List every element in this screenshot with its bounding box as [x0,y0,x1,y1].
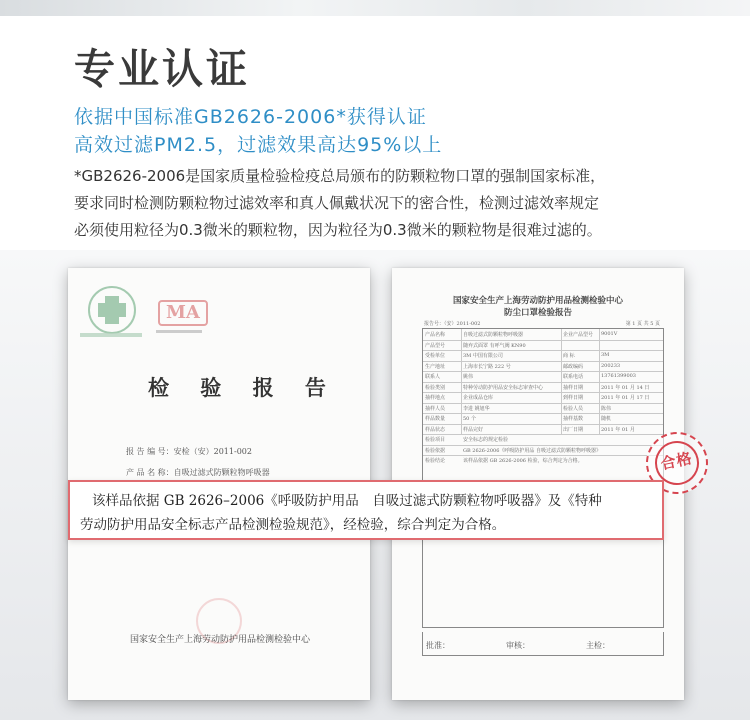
report-page-meta [424,320,660,327]
table-field-label: 抽样地点 [425,395,446,401]
table-field-value: 200233 [601,362,621,369]
table-row-divider [423,361,663,362]
page-title: 专业认证 [74,45,250,93]
table-field-value: 3M 中国有限公司 [463,353,503,359]
table-row-divider [423,455,663,456]
report-page-count: 第 1 页 共 5 页 [625,321,660,327]
table-field-label: 抽样基数 [563,416,584,422]
report-page-issuer: 国家安全生产上海劳动防护用品检测检验中心 [452,296,623,306]
table-field-label: 样品数量 [425,416,446,422]
signature-tester: 主检： [586,641,610,650]
table-field-label: 检验依据 [425,447,446,454]
table-column-divider [461,329,462,434]
table-row-divider [423,392,663,393]
report-page-number: 报告号：（安）2011-002 [424,321,481,327]
top-decoration-band [0,0,750,16]
table-field-value: 13761399003 [601,373,636,379]
report-cover-title: 检 验 报 告 [148,375,338,400]
table-field-value: 2011 年 01 月 [601,426,635,433]
table-field-value: 企业成品仓库 [463,395,494,401]
safety-emblem-icon [88,286,136,334]
report-page-header [400,295,676,319]
table-column-divider [561,329,562,434]
table-field-label: 受检单位 [425,353,446,359]
table-field-label: 联系人 [425,374,441,380]
table-field-value: 自吸过滤式防颗粒物呼吸器 [463,332,524,338]
description-line-1: *GB2626-2006是国家质量检验检疫总局颁布的防颗粒物口罩的强制国家标准， [74,167,606,185]
table-field-label: 产品型号 [425,342,446,349]
table-row-divider [423,382,663,383]
table-field-label: 生产地址 [425,363,446,370]
ma-certificate-number [156,330,202,333]
report-cover-product: 产 品 名 称：自吸过滤式防颗粒物呼吸器 [126,468,270,477]
table-field-label: 检验项目 [425,437,446,443]
report-cover-number: 报 告 编 号：安检（安）2011-002 [126,447,252,456]
table-field-value: GB 2626-2006《呼吸防护用品 自吸过滤式防颗粒物呼吸器》 [463,447,601,454]
table-field-value: 该样品依据 GB 2626-2006 检验，综合判定为合格。 [463,458,583,464]
table-field-value: 上海市长宁路 222 号 [463,363,511,370]
callout-line-1: 该样品依据 GB 2626–2006《呼吸防护用品 自吸过滤式防颗粒物呼吸器》及《特种 [92,493,602,509]
table-field-value: 随弃式面罩 有呼气阀 KN90 [463,342,526,349]
table-field-value: 特种劳动防护用品安全标志审查中心 [463,384,544,391]
table-field-label: 检验类别 [425,384,446,391]
table-field-value: 姚伟 [463,374,474,380]
table-row-divider [423,445,663,446]
table-row-divider [423,371,663,372]
table-field-value: 随机 [601,416,612,422]
description-line-3: 必须使用粒径为0.3微米的颗粒物，因为粒径为0.3微米的颗粒物是很难过滤的。 [74,221,602,239]
table-row-divider [423,340,663,341]
table-field-label: 样品状态 [425,426,446,433]
table-row-divider [423,350,663,351]
signature-auditor: 审核： [506,641,530,650]
table-field-label: 检验结论 [425,458,446,464]
table-field-label: 邮政编码 [563,363,584,370]
table-field-value: 李进 姚旭华 [463,405,490,412]
callout-line-2: 劳动防护用品安全标志产品检测检验规范》，经检验，综合判定为合格。 [80,517,506,533]
table-field-value: 2011 年 01 月 17 日 [601,395,650,401]
table-field-value: 50 个 [463,416,476,422]
report-signature-row [422,632,664,656]
table-row-divider [423,434,663,435]
table-field-value: 9001V [601,331,618,337]
table-field-value: 陈伟 [601,405,612,412]
table-field-value: 样品完好 [463,426,484,433]
table-field-label: 检验人员 [563,405,584,412]
table-field-value: 3M [601,352,610,358]
table-column-divider [599,329,600,434]
report-data-table [422,328,664,628]
table-row-divider [423,413,663,414]
table-field-label: 产品名称 [425,332,446,338]
table-field-value: 安全标志的规定检验 [463,437,509,443]
table-field-label: 商 标 [563,353,575,359]
report-page-title: 防尘口罩检验报告 [503,308,572,318]
emblem-caption [80,333,142,337]
report-cover-issuer: 国家安全生产上海劳动防护用品检测检验中心 [130,635,311,645]
table-field-label: 企业产品型号 [563,332,594,338]
signature-approver: 批准： [426,641,450,650]
description-line-2: 要求同时检测防颗粒物过滤效率和真人佩戴状况下的密合性，检测过滤效率规定 [74,194,600,212]
table-field-value: 2011 年 01 月 14 日 [601,384,650,391]
table-field-label: 联系电话 [563,374,584,380]
table-row-divider [423,424,663,425]
subtitle-filtration: 高效过滤PM2.5，过滤效果高达95%以上 [74,134,443,156]
qualified-seal-text: 合格 [659,448,695,474]
table-field-label: 出厂日期 [563,426,584,433]
conclusion-callout [68,480,664,540]
ma-certification-mark: MA [158,300,208,326]
subtitle-standard: 依据中国标准GB2626-2006*获得认证 [74,106,427,128]
table-field-label: 到样日期 [563,395,584,401]
table-row-divider [423,403,663,404]
table-field-label: 抽样人员 [425,405,446,412]
table-field-label: 抽样日期 [563,384,584,391]
